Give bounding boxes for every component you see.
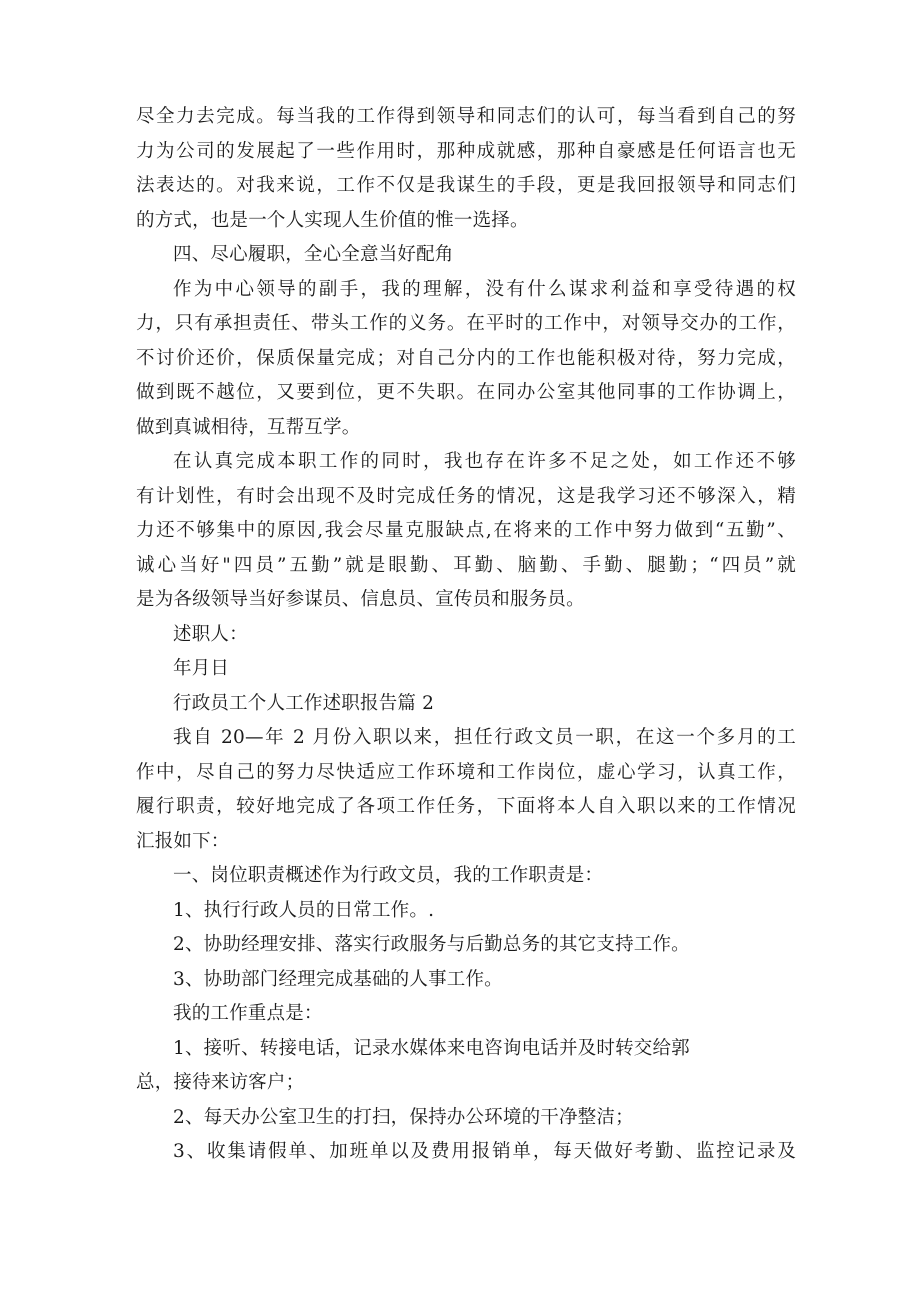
paragraph-first-line: 1、接听、转接电话，记录水媒体来电咨询电话并及时转交给郭 <box>173 1037 690 1059</box>
paragraph-first-line: 我自 20—年 2 月份入职以来，担任行政文员一职，在这一个多月的工 <box>173 727 796 748</box>
paragraph-first-line: 作为中心领导的副手，我的理解，没有什么谋求利益和享受待遇的权 <box>173 278 796 300</box>
document-body <box>136 100 796 1170</box>
paragraph-first-line: 1、执行行政人员的日常工作。. <box>173 899 435 921</box>
paragraph-line: 诚心当好"四员”五勤”就是眼勤、耳勤、脑勤、手勤、腿勤；“四员”就 <box>136 554 796 576</box>
paragraph-line: 做到真诚相待，互帮互学。 <box>136 416 361 438</box>
paragraph-line: 法表达的。对我来说，工作不仅是我谋生的手段，更是我回报领导和同志们 <box>136 175 796 196</box>
paragraph-first-line: 2、每天办公室卫生的打扫，保持办公环境的干净整洁； <box>173 1106 634 1128</box>
paragraph-first-line: 四、尽心履职，全心全意当好配角 <box>173 244 454 265</box>
paragraph-line: 力为公司的发展起了一些作用时，那种成就感，那种自豪感是任何语言也无 <box>136 140 796 162</box>
paragraph-first-line: 我的工作重点是： <box>173 1003 323 1024</box>
paragraph-first-line: 3、协助部门经理完成基础的人事工作。 <box>173 968 503 990</box>
paragraph-line: 有计划性，有时会出现不及时完成任务的情况，这是我学习还不够深入，精 <box>136 485 796 507</box>
paragraph-first-line: 3、收集请假单、加班单以及费用报销单，每天做好考勤、监控记录及 <box>173 1141 796 1162</box>
paragraph-line: 不讨价还价，保质保量完成；对自己分内的工作也能积极对待，努力完成， <box>136 347 796 369</box>
paragraph-first-line: 2、协助经理安排、落实行政服务与后勤总务的其它支持工作。 <box>173 934 690 955</box>
paragraph-first-line: 行政员工个人工作述职报告篇 2 <box>173 692 435 714</box>
paragraph-line: 汇报如下： <box>136 830 230 852</box>
paragraph-line: 的方式，也是一个人实现人生价值的惟一选择。 <box>136 209 529 231</box>
paragraph-line: 力，只有承担责任、带头工作的义务。在平时的工作中，对领导交办的工作， <box>136 313 796 334</box>
paragraph-first-line: 述职人： <box>173 623 248 645</box>
paragraph-line: 总，接待来访客户； <box>136 1072 305 1093</box>
paragraph-first-line: 在认真完成本职工作的同时，我也存在许多不足之处，如工作还不够 <box>173 451 796 472</box>
paragraph-first-line: 一、岗位职责概述作为行政文员，我的工作职责是： <box>173 865 604 886</box>
paragraph-line: 作中，尽自己的努力尽快适应工作环境和工作岗位，虚心学习，认真工作， <box>136 761 796 783</box>
paragraph-line: 尽全力去完成。每当我的工作得到领导和同志们的认可，每当看到自己的努 <box>136 106 796 127</box>
paragraph-line: 力还不够集中的原因,我会尽量克服缺点,在将来的工作中努力做到“五勤”、 <box>136 520 796 541</box>
paragraph-first-line: 年月日 <box>173 658 230 679</box>
paragraph-line: 是为各级领导当好参谋员、信息员、宣传员和服务员。 <box>136 589 585 610</box>
paragraph-line: 履行职责，较好地完成了各项工作任务，下面将本人自入职以来的工作情况 <box>136 796 796 817</box>
paragraph-line: 做到既不越位，又要到位，更不失职。在同办公室其他同事的工作协调上， <box>136 382 796 403</box>
